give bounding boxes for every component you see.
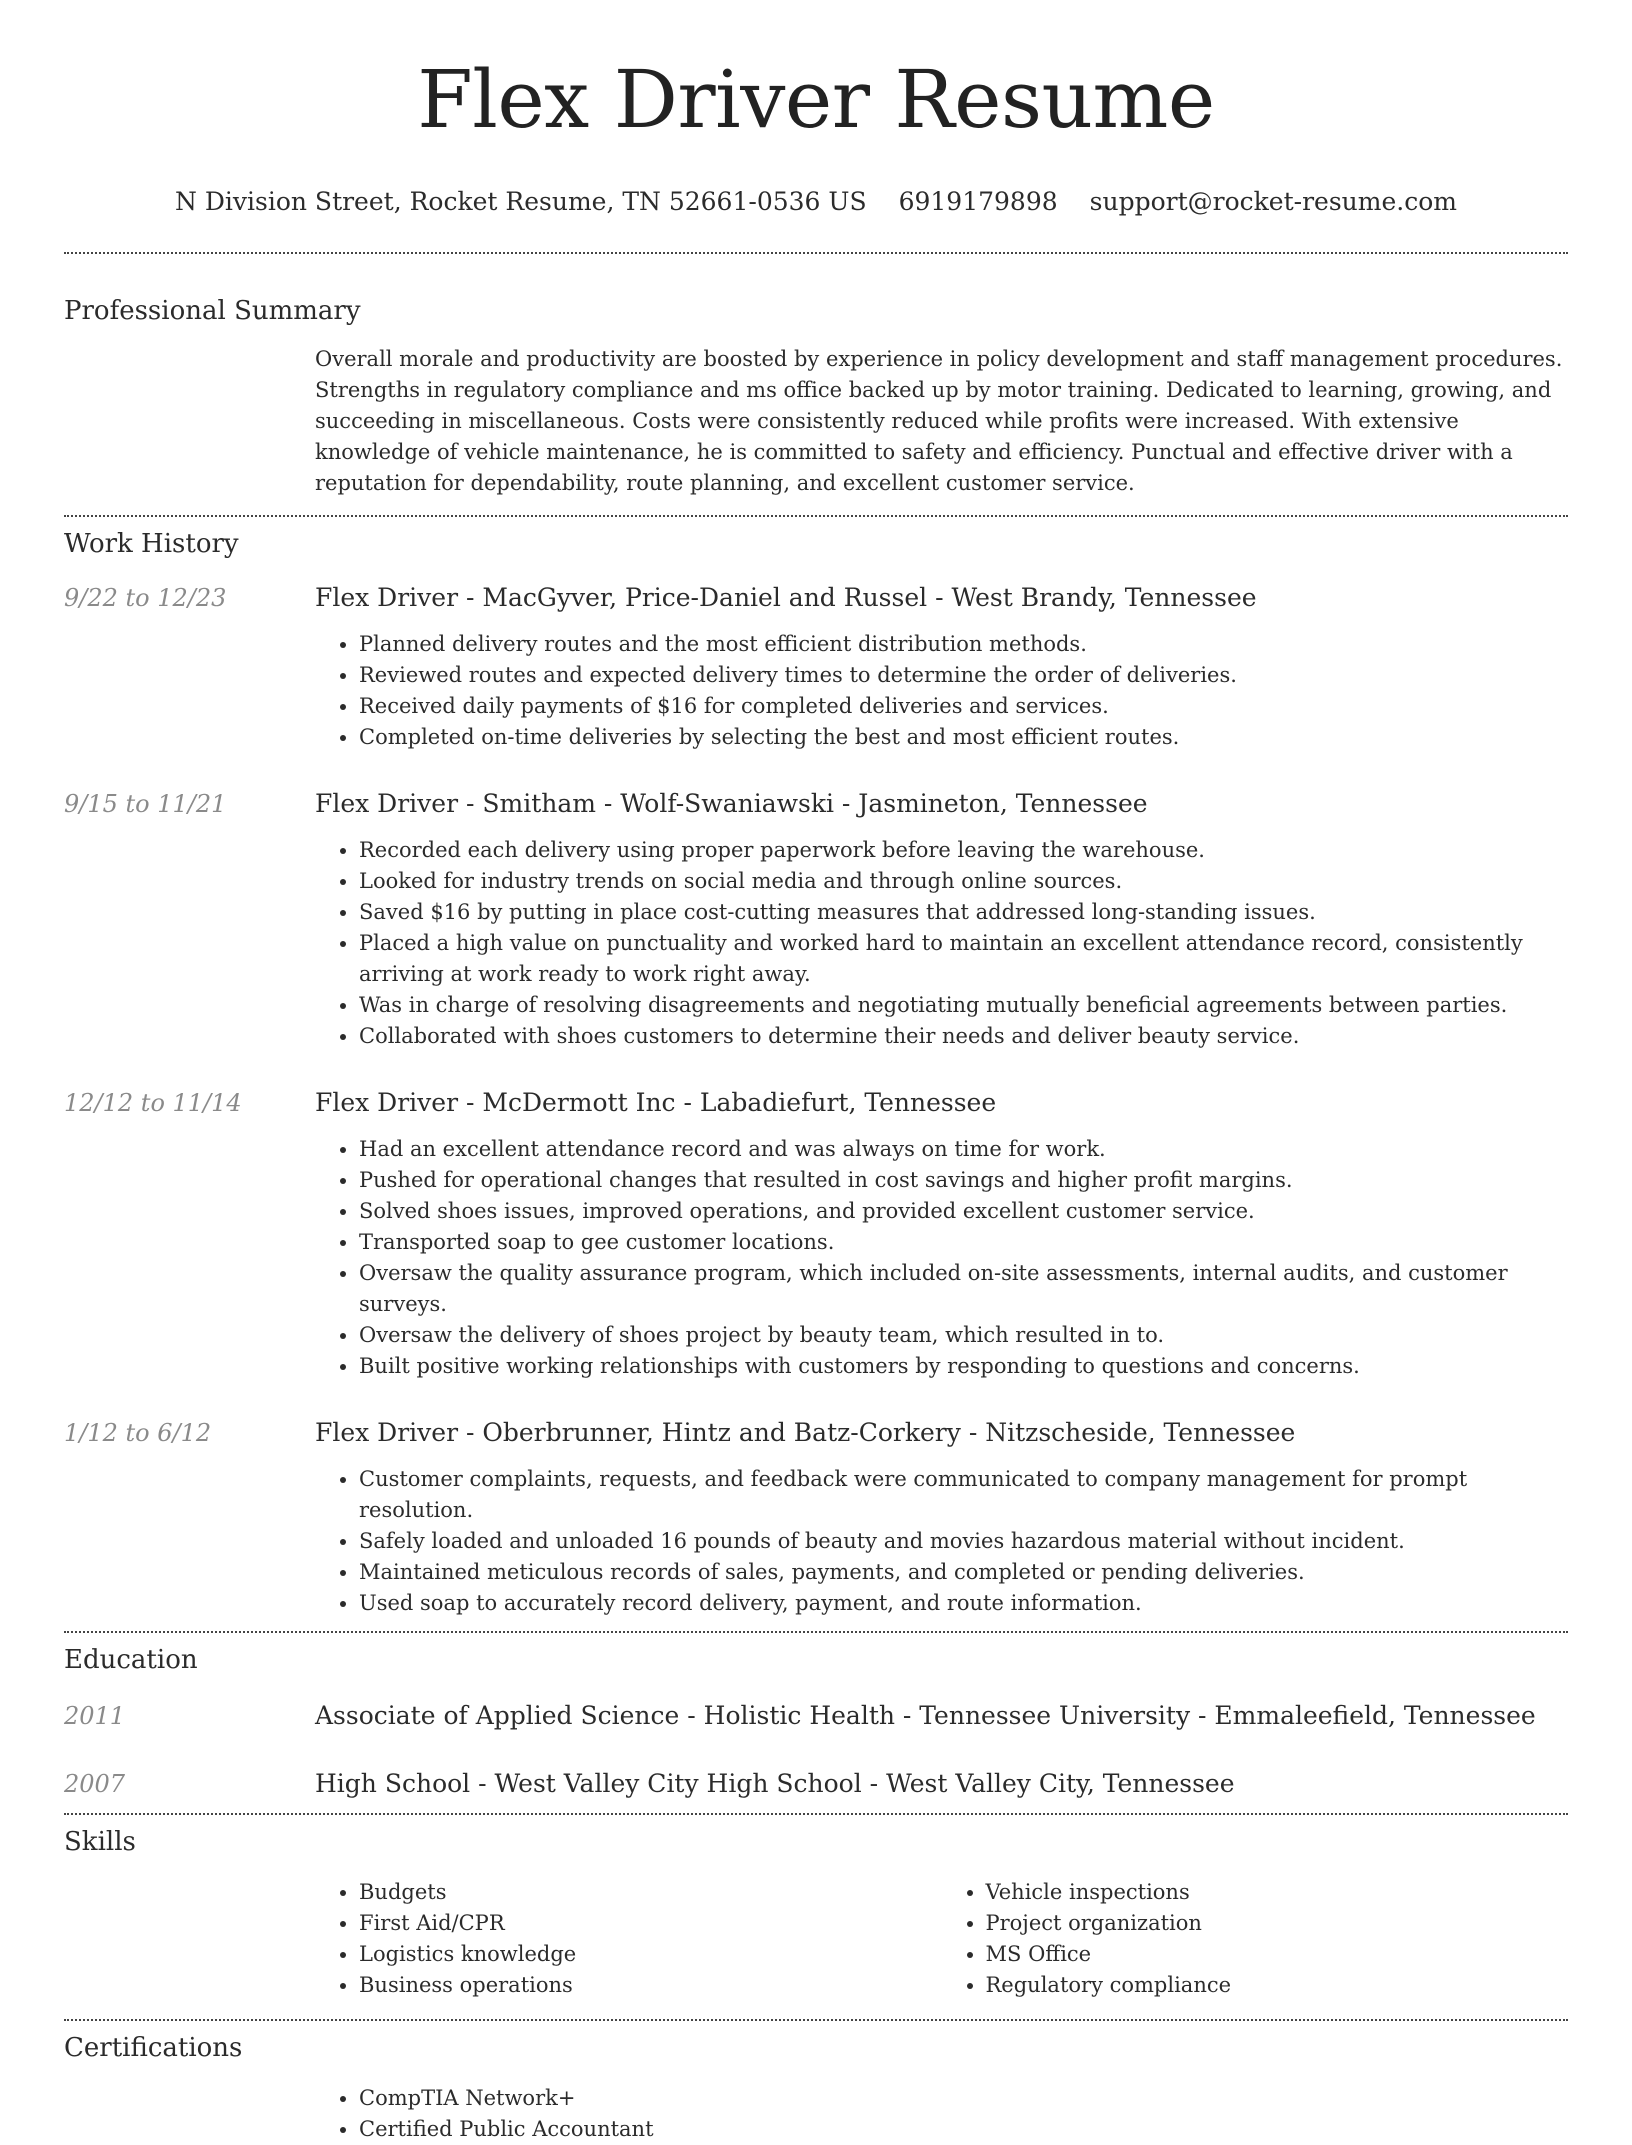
job-entry <box>64 1086 1568 1382</box>
job-bullet: • Customer complaints, requests, and feedback were communicated to company management for prompt resolution. <box>359 1464 1568 1526</box>
job-header <box>64 1086 1568 1120</box>
skill-item: • Project organization <box>986 1908 1569 1939</box>
job-bullets <box>315 835 1568 1052</box>
skill-item: • Regulatory compliance <box>986 1970 1569 2001</box>
job-bullet: • Looked for industry trends on social media and through online sources. <box>359 866 1568 897</box>
education-year: 2011 <box>64 1702 126 1730</box>
job-bullet: • Safely loaded and unloaded 16 pounds of beauty and movies hazardous material without incident. <box>359 1526 1568 1557</box>
job-bullet: • Was in charge of resolving disagreements and negotiating mutually beneficial agreements between parties. <box>359 990 1568 1021</box>
job-bullet: • Saved $16 by putting in place cost-cutting measures that addressed long-standing issues. <box>359 897 1568 928</box>
section-divider <box>64 1631 1568 1633</box>
skills-column-left <box>315 1877 942 2001</box>
job-title: Flex Driver - MacGyver, Price-Daniel and Russel - West Brandy, Tennessee <box>315 583 1257 612</box>
email-text: support@rocket-resume.com <box>1089 187 1457 216</box>
skills-column-right <box>942 1877 1569 2001</box>
job-bullets <box>315 629 1568 753</box>
certifications-list <box>315 2083 1568 2145</box>
skill-item: • Logistics knowledge <box>359 1939 942 1970</box>
job-dates: 9/22 to 12/23 <box>64 584 227 612</box>
skill-item: • Vehicle inspections <box>986 1877 1569 1908</box>
section-divider <box>64 252 1568 254</box>
job-bullet: • Solved shoes issues, improved operations, and provided excellent customer service. <box>359 1196 1568 1227</box>
job-bullet: • Transported soap to gee customer locations. <box>359 1227 1568 1258</box>
education-year: 2007 <box>64 1770 126 1798</box>
summary-heading: Professional Summary <box>64 296 361 326</box>
job-bullet: • Completed on-time deliveries by selecting the best and most efficient routes. <box>359 722 1568 753</box>
resume-title: Flex Driver Resume <box>417 53 1215 146</box>
education-entry <box>64 1699 1568 1733</box>
job-bullet: • Used soap to accurately record delivery, payment, and route information. <box>359 1588 1568 1619</box>
job-bullet: • Maintained meticulous records of sales, payments, and completed or pending deliveries. <box>359 1557 1568 1588</box>
job-title: Flex Driver - Smitham - Wolf-Swaniawski - Jasmineton, Tennessee <box>315 789 1148 818</box>
certification-item: • CompTIA Network+ <box>359 2083 1568 2114</box>
job-bullet: • Built positive working relationships with customers by responding to questions and concerns. <box>359 1351 1568 1382</box>
certification-item: • Certified Public Accountant <box>359 2114 1568 2145</box>
job-bullet: • Placed a high value on punctuality and worked hard to maintain an excellent attendance record, consistently arriving at work ready to work right away. <box>359 928 1568 990</box>
section-divider <box>64 515 1568 517</box>
job-bullet: • Had an excellent attendance record and was always on time for work. <box>359 1134 1568 1165</box>
job-header <box>64 581 1568 615</box>
phone-text: 6919179898 <box>898 187 1058 216</box>
section-divider <box>64 2019 1568 2021</box>
skills-heading: Skills <box>64 1827 136 1857</box>
address-text: N Division Street, Rocket Resume, TN 52661-0536 US <box>175 187 867 216</box>
job-bullet: • Reviewed routes and expected delivery times to determine the order of deliveries. <box>359 660 1568 691</box>
job-header <box>64 1416 1568 1450</box>
job-bullet: • Pushed for operational changes that resulted in cost savings and higher profit margins. <box>359 1165 1568 1196</box>
job-bullet: • Recorded each delivery using proper paperwork before leaving the warehouse. <box>359 835 1568 866</box>
skill-item: • MS Office <box>986 1939 1569 1970</box>
education-entry <box>64 1767 1568 1801</box>
job-bullet: • Oversaw the delivery of shoes project by beauty team, which resulted in to. <box>359 1320 1568 1351</box>
education-title: Associate of Applied Science - Holistic Health - Tennessee University - Emmaleefield, Tennessee <box>315 1701 1536 1730</box>
skill-item: • Budgets <box>359 1877 942 1908</box>
job-bullets <box>315 1464 1568 1619</box>
job-entry <box>64 581 1568 753</box>
job-title: Flex Driver - Oberbrunner, Hintz and Batz-Corkery - Nitzscheside, Tennessee <box>315 1418 1296 1447</box>
contact-line <box>64 186 1568 218</box>
education-title: High School - West Valley City High School - West Valley City, Tennessee <box>315 1769 1235 1798</box>
job-dates: 1/12 to 6/12 <box>64 1419 212 1447</box>
job-dates: 9/15 to 11/21 <box>64 790 227 818</box>
job-header <box>64 787 1568 821</box>
job-dates: 12/12 to 11/14 <box>64 1089 242 1117</box>
section-divider <box>64 1813 1568 1815</box>
job-entry <box>64 787 1568 1052</box>
job-title: Flex Driver - McDermott Inc - Labadiefurt, Tennessee <box>315 1088 997 1117</box>
job-bullet: • Collaborated with shoes customers to determine their needs and deliver beauty service. <box>359 1021 1568 1052</box>
skill-item: • First Aid/CPR <box>359 1908 942 1939</box>
job-bullet: • Oversaw the quality assurance program, which included on-site assessments, internal audits, and customer surveys. <box>359 1258 1568 1320</box>
skills-list <box>315 1877 1568 2001</box>
certifications-heading: Certifications <box>64 2033 243 2063</box>
job-entry <box>64 1416 1568 1619</box>
skill-item: • Business operations <box>359 1970 942 2001</box>
job-bullets <box>315 1134 1568 1382</box>
work-history-heading: Work History <box>64 529 239 559</box>
summary-text: Overall morale and productivity are boosted by experience in policy development and staff management procedures. Strengths in regulatory compliance and ms office backed up by motor training. Dedicated to learning, growing, and succeeding in miscellaneous. Costs were consistently reduced while profits were increased. With extensive knowledge of vehicle maintenance, he is committed to safety and efficiency. Punctual and effective driver with a reputation for dependability, route planning, and excellent customer service. <box>315 347 1563 495</box>
education-heading: Education <box>64 1645 198 1675</box>
job-bullet: • Planned delivery routes and the most efficient distribution methods. <box>359 629 1568 660</box>
job-bullet: • Received daily payments of $16 for completed deliveries and services. <box>359 691 1568 722</box>
